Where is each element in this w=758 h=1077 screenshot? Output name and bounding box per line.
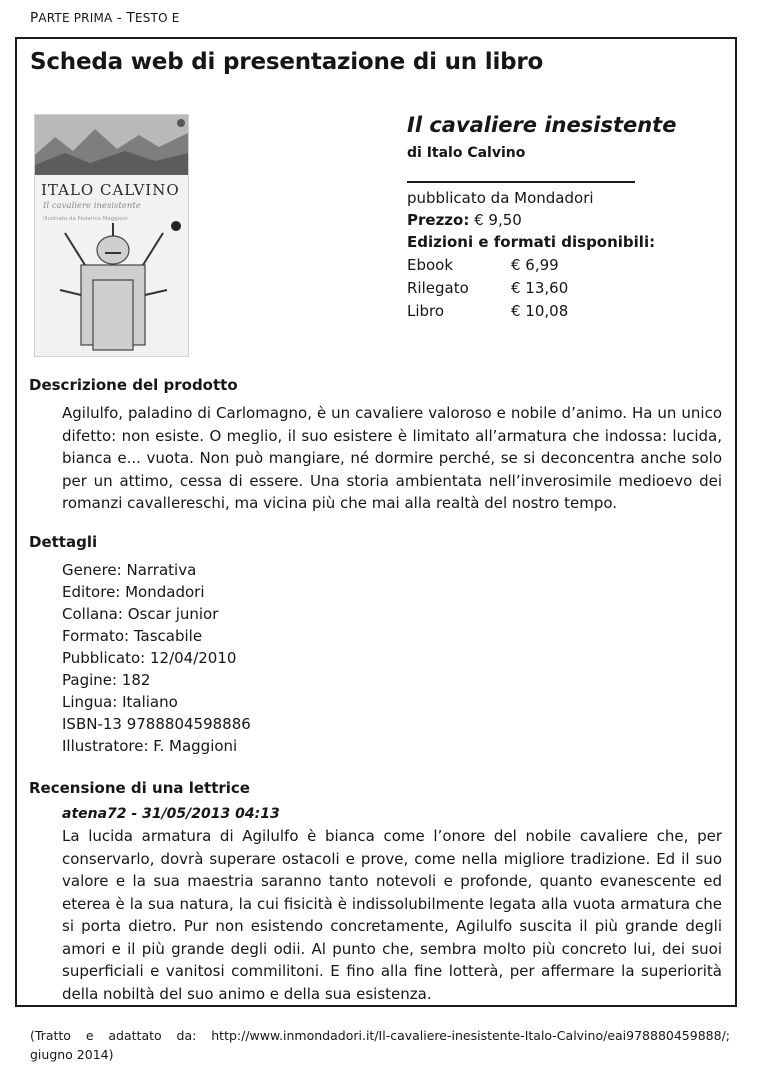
detail-item: Genere: Narrativa [62,561,197,579]
review-heading: Recensione di una lettrice [29,779,250,797]
header-separator: - [112,10,127,26]
source-citation: (Tratto e adattato da: http://www.inmondadori.it/Il-cavaliere-inesistente-Italo-Calvino/eai978880459888/; giugno 2014) [30,1028,730,1062]
publisher-line: pubblicato da Mondadori [407,189,594,207]
format-name: Libro [407,302,445,320]
format-price: € 10,08 [511,302,569,320]
detail-item: Formato: Tascabile [62,627,203,645]
detail-item: ISBN-13 9788804598886 [62,715,251,733]
format-row [407,256,667,274]
review-text: La lucida armatura di Agilulfo è bianca come l’onore del nobile cavaliere che, per conservarlo, dovrà superare ostacoli e prove, come nella migliore tradizione. Ed il suo valore e la sua maestria saranno tanto notevoli e profonde, quanto evanescente ed eterea è la sua natura, la cui fisicità è indissolubilmente legata alla vuota armatura che si porta dietro. Pur non esistendo concretamente, Agilulfo suscita il più grande degli amori e il più grande degli odii. Al punto che, sembra molto più concreto lui, dei suoi superficiali e vanitosi commilitoni. E fino alla fine lotterà, per affermare la superiorità della nobiltà del suo animo e della sua esistenza. [62,827,722,1003]
formats-heading: Edizioni e formati disponibili: [407,233,656,251]
header-part: ARTE PRIMA [38,11,113,25]
detail-item: Collana: Oscar junior [62,605,219,623]
header-part-initial: P [30,10,39,26]
details-heading: Dettagli [29,533,98,551]
detail-item: Pagine: 182 [62,671,151,689]
detail-item: Editore: Mondadori [62,583,205,601]
format-name: Rilegato [407,279,469,297]
book-title: Il cavaliere inesistente [407,113,677,137]
detail-item: Pubblicato: 12/04/2010 [62,649,237,667]
format-name: Ebook [407,256,454,274]
format-price: € 6,99 [511,256,559,274]
header-test: ESTO E [134,11,180,25]
page-title: Scheda web di presentazione di un libro [30,49,544,75]
format-row [407,279,667,297]
header-test-initial: T [126,10,135,26]
price-label: Prezzo: [407,211,470,229]
detail-item: Lingua: Italiano [62,693,178,711]
detail-item: Illustratore: F. Maggioni [62,737,238,755]
document-frame [15,37,737,1007]
description-text: Agilulfo, paladino di Carlomagno, è un cavaliere valoroso e nobile d’animo. Ha un unico difetto: non esiste. O meglio, il suo esistere è limitato all’armatura che indossa: lucida, bianca e... vuota. Non può mangiare, né dormire perché, se si deconcentra anche solo per un attimo, cessa di essere. Una storia ambientata nell’inverosimile medioevo dei romanzi cavallereschi, ma vicina più che mai alla realtà del nostro tempo. [62,404,722,512]
format-row [407,302,667,320]
publisher-logo-icon [171,221,181,231]
page-header [30,10,180,26]
formats-label [407,233,655,251]
divider [407,181,635,183]
cover-title: Il cavaliere inesistente [43,201,141,211]
cover-subtitle: illustrato da Federico Maggioni [43,216,128,222]
book-author: di Italo Calvino [407,145,526,161]
book-cover-image [34,114,189,357]
cover-author: ITALO CALVINO [41,181,180,199]
review-author-date: atena72 - 31/05/2013 04:13 [62,806,280,822]
price-value: € 9,50 [469,211,522,229]
format-price: € 13,60 [511,279,569,297]
cover-illustration-icon [35,115,188,356]
price-line [407,211,522,229]
description-heading: Descrizione del prodotto [29,376,238,394]
